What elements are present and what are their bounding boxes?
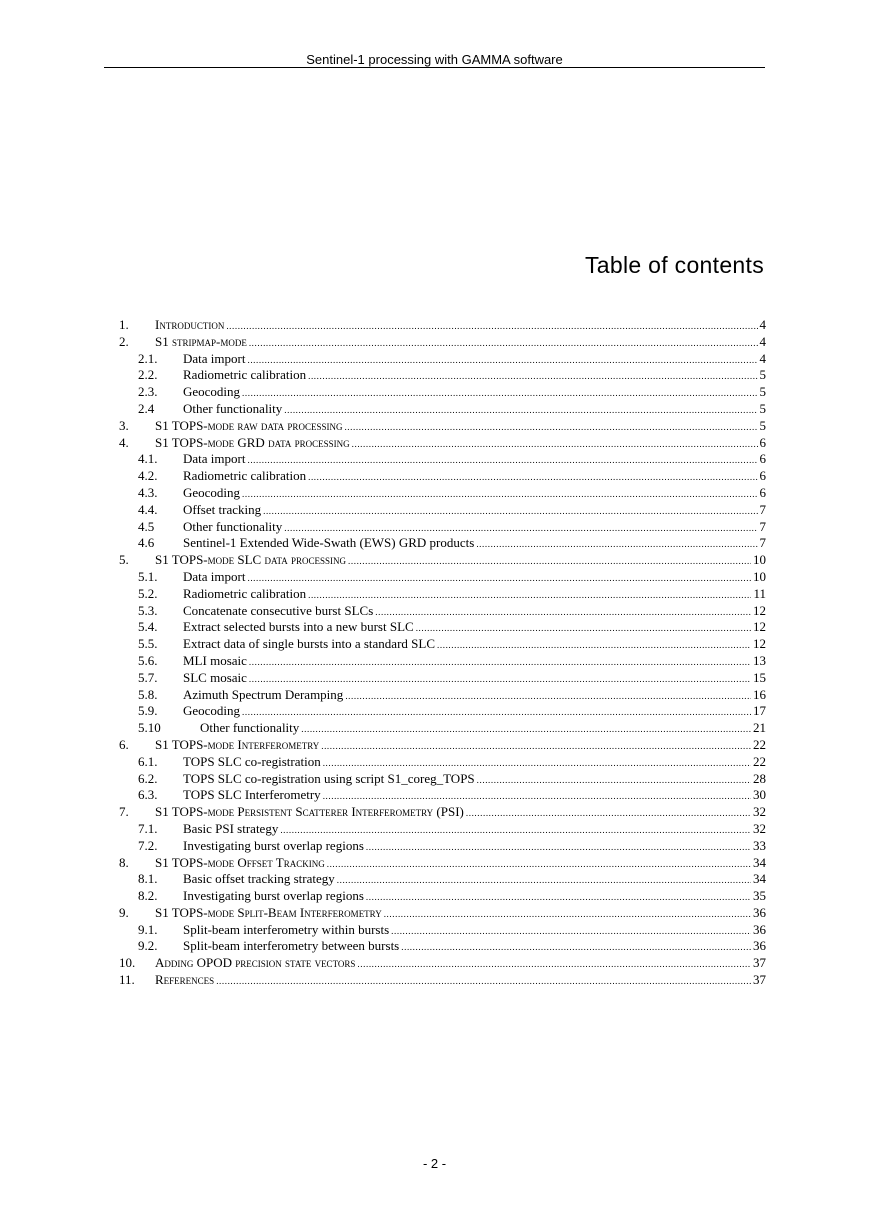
toc-entry-number: 2.4 xyxy=(138,400,155,416)
toc-entry-title: Data import xyxy=(183,451,246,467)
toc-leader-dots xyxy=(321,738,751,755)
toc-entry-title: S1 stripmap-mode xyxy=(155,333,247,349)
toc-entry-title: Basic offset tracking strategy xyxy=(183,871,335,887)
toc-entry[interactable] xyxy=(119,972,766,989)
toc-leader-dots xyxy=(280,822,751,839)
toc-leader-dots xyxy=(401,939,751,956)
toc-entry[interactable] xyxy=(119,720,766,737)
toc-entry[interactable] xyxy=(119,603,766,620)
toc-entry-number: 5.4. xyxy=(138,619,158,635)
toc-entry-title: Data import xyxy=(183,568,246,584)
toc-leader-dots xyxy=(327,856,751,873)
toc-leader-dots xyxy=(384,906,751,923)
toc-entry[interactable] xyxy=(119,888,766,905)
toc-entry-page: 5 xyxy=(759,384,766,400)
toc-leader-dots xyxy=(375,604,751,621)
toc-entry-title: Extract data of single bursts into a standard SLC xyxy=(183,636,436,652)
toc-entry[interactable] xyxy=(119,401,766,418)
toc-leader-dots xyxy=(242,486,757,503)
toc-leader-dots xyxy=(308,469,757,486)
toc-entry-number: 4.5 xyxy=(138,518,155,534)
toc-entry[interactable] xyxy=(119,922,766,939)
toc-entry[interactable] xyxy=(119,771,766,788)
toc-entry-title: Azimuth Spectrum Deramping xyxy=(183,686,344,702)
toc-entry-title: S1 TOPS-mode raw data processing xyxy=(155,417,343,433)
toc-heading: Table of contents xyxy=(585,252,764,278)
page-number: - 2 - xyxy=(422,1156,447,1171)
toc-leader-dots xyxy=(284,520,757,537)
toc-entry-number: 4.3. xyxy=(138,484,158,500)
toc-leader-dots xyxy=(366,889,751,906)
toc-entry-title: S1 TOPS-mode Interferometry xyxy=(155,736,320,752)
toc-entry-number: 7.1. xyxy=(138,820,158,836)
toc-entry-page: 10 xyxy=(753,552,766,568)
toc-entry-number: 5.2. xyxy=(138,585,158,601)
toc-entry[interactable] xyxy=(119,351,766,368)
toc-leader-dots xyxy=(216,973,751,990)
toc-entry-page: 5 xyxy=(759,400,766,416)
toc-entry-number: 2.1. xyxy=(138,350,158,366)
toc-entry-number: 5.5. xyxy=(138,636,158,652)
toc-leader-dots xyxy=(226,318,757,335)
toc-entry[interactable] xyxy=(119,636,766,653)
toc-entry-title: Basic PSI strategy xyxy=(183,820,279,836)
toc-entry-number: 6.1. xyxy=(138,753,158,769)
toc-entry-page: 17 xyxy=(753,703,766,719)
toc-entry-page: 7 xyxy=(759,501,766,517)
toc-entry-page: 15 xyxy=(753,669,766,685)
toc-entry-number: 2.2. xyxy=(138,367,158,383)
toc-entry-title: S1 TOPS-mode Offset Tracking xyxy=(155,854,325,870)
toc-entry[interactable] xyxy=(119,938,766,955)
toc-entry-page: 6 xyxy=(759,434,766,450)
toc-entry-title: S1 TOPS-mode GRD data processing xyxy=(155,434,350,450)
toc-entry[interactable] xyxy=(119,569,766,586)
toc-leader-dots xyxy=(308,368,757,385)
toc-entry-title: Investigating burst overlap regions xyxy=(183,837,364,853)
toc-entry-page: 12 xyxy=(753,636,766,652)
toc-leader-dots xyxy=(249,671,751,688)
toc-leader-dots xyxy=(348,553,751,570)
toc-leader-dots xyxy=(477,772,751,789)
toc-entry-page: 36 xyxy=(753,921,766,937)
toc-entry-page: 21 xyxy=(753,720,766,736)
toc-entry-page: 4 xyxy=(759,350,766,366)
toc-entry-number: 7. xyxy=(119,804,129,820)
header-title: Sentinel-1 processing with GAMMA software xyxy=(306,52,563,67)
toc-entry-page: 5 xyxy=(759,367,766,383)
toc-entry-title: Other functionality xyxy=(183,518,283,534)
toc-entry-title: Radiometric calibration xyxy=(183,367,307,383)
toc-leader-dots xyxy=(242,385,757,402)
toc-entry[interactable] xyxy=(119,838,766,855)
toc-entry-title: TOPS SLC co-registration xyxy=(183,753,321,769)
toc-entry-title: Investigating burst overlap regions xyxy=(183,888,364,904)
toc-entry[interactable] xyxy=(119,737,766,754)
toc-entry-page: 36 xyxy=(753,938,766,954)
toc-entry[interactable] xyxy=(119,384,766,401)
toc-entry[interactable] xyxy=(119,552,766,569)
toc-entry-page: 6 xyxy=(759,468,766,484)
toc-entry[interactable] xyxy=(119,535,766,552)
toc-entry[interactable] xyxy=(119,687,766,704)
toc-entry-number: 3. xyxy=(119,417,129,433)
toc-entry-title: SLC mosaic xyxy=(183,669,247,685)
toc-entry-page: 6 xyxy=(759,484,766,500)
toc-leader-dots xyxy=(357,956,751,973)
toc-entry-title: Geocoding xyxy=(183,384,241,400)
toc-leader-dots xyxy=(301,721,751,738)
toc-entry-page: 34 xyxy=(753,871,766,887)
toc-entry-page: 7 xyxy=(759,535,766,551)
toc-leader-dots xyxy=(416,620,751,637)
toc-entry-page: 4 xyxy=(759,317,766,332)
toc-entry-page: 7 xyxy=(759,518,766,534)
header-rule xyxy=(104,67,765,68)
toc-entry-title: Other functionality xyxy=(200,720,300,736)
table-of-contents xyxy=(119,317,766,989)
toc-entry-page: 6 xyxy=(759,451,766,467)
toc-entry[interactable] xyxy=(119,653,766,670)
toc-entry-title: Radiometric calibration xyxy=(183,585,307,601)
toc-entry-number: 5. xyxy=(119,552,129,568)
toc-entry-page: 22 xyxy=(753,753,766,769)
toc-entry-number: 5.7. xyxy=(138,669,158,685)
toc-entry-number: 5.10 xyxy=(138,720,161,736)
toc-entry[interactable] xyxy=(119,519,766,536)
toc-entry-number: 8. xyxy=(119,854,129,870)
toc-entry-page: 35 xyxy=(753,888,766,904)
toc-entry[interactable] xyxy=(119,586,766,603)
toc-entry-page: 33 xyxy=(753,837,766,853)
toc-leader-dots xyxy=(308,587,751,604)
toc-entry[interactable] xyxy=(119,804,766,821)
toc-entry[interactable] xyxy=(119,955,766,972)
toc-entry-page: 37 xyxy=(753,972,766,988)
toc-entry-number: 2. xyxy=(119,333,129,349)
toc-entry-title: Geocoding xyxy=(183,703,241,719)
toc-entry-title: Radiometric calibration xyxy=(183,468,307,484)
toc-entry-number: 11. xyxy=(119,972,135,988)
toc-entry-page: 37 xyxy=(753,955,766,971)
toc-leader-dots xyxy=(249,335,758,352)
toc-entry-title: Other functionality xyxy=(183,400,283,416)
toc-entry-title: Sentinel-1 Extended Wide-Swath (EWS) GRD products xyxy=(183,535,475,551)
toc-entry[interactable] xyxy=(119,754,766,771)
toc-entry-title: S1 TOPS-mode Split-Beam Interferometry xyxy=(155,904,382,920)
toc-leader-dots xyxy=(247,352,757,369)
toc-entry-page: 12 xyxy=(753,602,766,618)
toc-entry-title: TOPS SLC co-registration using script S1_coreg_TOPS xyxy=(183,770,475,786)
toc-leader-dots xyxy=(345,688,751,705)
toc-entry-number: 4.6 xyxy=(138,535,155,551)
toc-entry-number: 9.1. xyxy=(138,921,158,937)
toc-entry-title: S1 TOPS-mode SLC data processing xyxy=(155,552,347,568)
toc-entry[interactable] xyxy=(119,619,766,636)
toc-entry-number: 5.8. xyxy=(138,686,158,702)
toc-entry-title: TOPS SLC Interferometry xyxy=(183,787,321,803)
toc-entry-page: 4 xyxy=(759,333,766,349)
toc-leader-dots xyxy=(247,452,757,469)
toc-leader-dots xyxy=(466,805,751,822)
toc-leader-dots xyxy=(323,788,751,805)
toc-entry-number: 4. xyxy=(119,434,129,450)
toc-entry-page: 13 xyxy=(753,652,766,668)
toc-entry-page: 30 xyxy=(753,787,766,803)
toc-entry[interactable] xyxy=(119,317,766,334)
toc-entry-number: 5.3. xyxy=(138,602,158,618)
toc-entry-title: MLI mosaic xyxy=(183,652,247,668)
toc-entry[interactable] xyxy=(119,435,766,452)
toc-entry[interactable] xyxy=(119,367,766,384)
toc-entry-number: 5.9. xyxy=(138,703,158,719)
toc-entry-page: 11 xyxy=(753,585,766,601)
toc-leader-dots xyxy=(366,839,751,856)
toc-entry[interactable] xyxy=(119,451,766,468)
toc-entry[interactable] xyxy=(119,871,766,888)
toc-entry-number: 5.6. xyxy=(138,652,158,668)
toc-leader-dots xyxy=(263,503,757,520)
toc-entry-number: 6. xyxy=(119,736,129,752)
toc-entry-title: Adding OPOD precision state vectors xyxy=(155,955,356,971)
toc-leader-dots xyxy=(476,536,757,553)
toc-entry-title: Geocoding xyxy=(183,484,241,500)
toc-entry-title: Offset tracking xyxy=(183,501,262,517)
toc-entry[interactable] xyxy=(119,468,766,485)
toc-entry-title: References xyxy=(155,972,215,988)
toc-leader-dots xyxy=(249,654,751,671)
toc-entry-number: 5.1. xyxy=(138,568,158,584)
toc-entry-page: 34 xyxy=(753,854,766,870)
toc-entry-page: 10 xyxy=(753,568,766,584)
toc-entry-number: 10. xyxy=(119,955,136,971)
toc-entry-title: Split-beam interferometry within bursts xyxy=(183,921,390,937)
toc-entry-page: 32 xyxy=(753,820,766,836)
toc-leader-dots xyxy=(344,419,757,436)
toc-entry[interactable] xyxy=(119,905,766,922)
toc-entry-page: 16 xyxy=(753,686,766,702)
toc-entry-number: 9. xyxy=(119,904,129,920)
toc-entry-number: 6.3. xyxy=(138,787,158,803)
toc-entry-number: 8.2. xyxy=(138,888,158,904)
toc-entry-page: 32 xyxy=(753,804,766,820)
toc-entry[interactable] xyxy=(119,502,766,519)
toc-entry[interactable] xyxy=(119,787,766,804)
toc-leader-dots xyxy=(247,570,751,587)
toc-entry-page: 12 xyxy=(753,619,766,635)
toc-entry[interactable] xyxy=(119,703,766,720)
toc-entry-page: 5 xyxy=(759,417,766,433)
toc-entry-title: Concatenate consecutive burst SLCs xyxy=(183,602,374,618)
toc-entry[interactable] xyxy=(119,485,766,502)
toc-entry-number: 6.2. xyxy=(138,770,158,786)
toc-entry-title: Data import xyxy=(183,350,246,366)
toc-leader-dots xyxy=(323,755,751,772)
toc-leader-dots xyxy=(352,436,758,453)
toc-entry[interactable] xyxy=(119,855,766,872)
toc-entry[interactable] xyxy=(119,334,766,351)
toc-leader-dots xyxy=(284,402,757,419)
toc-entry-title: Introduction xyxy=(155,317,225,332)
toc-leader-dots xyxy=(391,923,751,940)
toc-leader-dots xyxy=(242,704,751,721)
toc-entry-number: 7.2. xyxy=(138,837,158,853)
toc-entry-number: 4.4. xyxy=(138,501,158,517)
toc-entry-title: Extract selected bursts into a new burst SLC xyxy=(183,619,414,635)
toc-entry-number: 2.3. xyxy=(138,384,158,400)
toc-entry[interactable] xyxy=(119,821,766,838)
toc-entry-number: 1. xyxy=(119,317,129,332)
toc-entry-number: 9.2. xyxy=(138,938,158,954)
toc-entry-number: 8.1. xyxy=(138,871,158,887)
toc-leader-dots xyxy=(337,872,751,889)
toc-entry-page: 28 xyxy=(753,770,766,786)
toc-entry-number: 4.1. xyxy=(138,451,158,467)
toc-entry-number: 4.2. xyxy=(138,468,158,484)
toc-entry-page: 22 xyxy=(753,736,766,752)
toc-leader-dots xyxy=(437,637,751,654)
toc-entry-title: Split-beam interferometry between bursts xyxy=(183,938,400,954)
toc-entry[interactable] xyxy=(119,670,766,687)
toc-entry[interactable] xyxy=(119,418,766,435)
toc-entry-title: S1 TOPS-mode Persistent Scatterer Interferometry (PSI) xyxy=(155,804,464,820)
toc-entry-page: 36 xyxy=(753,904,766,920)
